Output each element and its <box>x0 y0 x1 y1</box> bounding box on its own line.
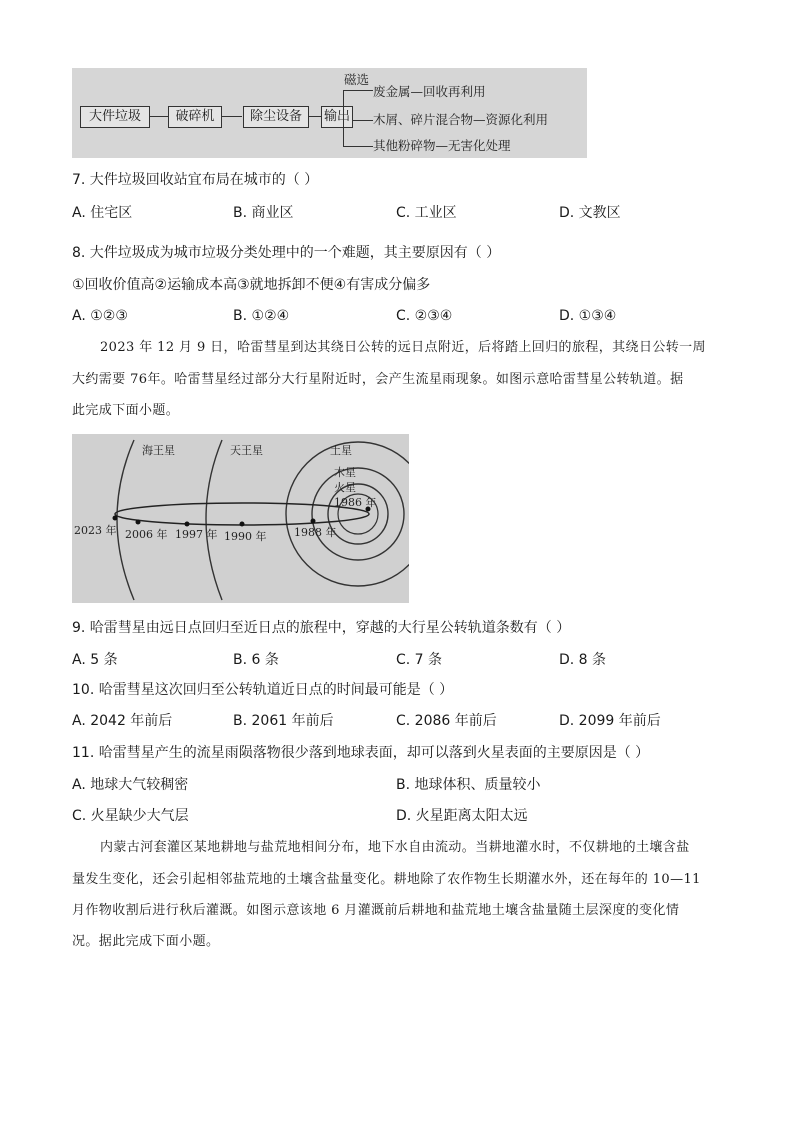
q7-option-a[interactable]: A. 住宅区 <box>72 205 133 221</box>
waste-processing-flowchart <box>72 68 587 158</box>
q10-option-d[interactable]: D. 2099 年前后 <box>559 713 661 729</box>
label-1986: 1986 年 <box>334 496 377 509</box>
q11-option-b[interactable]: B. 地球体积、质量较小 <box>396 777 541 793</box>
jupiter-orbit <box>312 468 404 560</box>
question-8: 8. 大件垃圾成为城市垃圾分类处理中的一个难题，其主要原因有（ ） <box>72 245 501 261</box>
q11-option-c[interactable]: C. 火星缺少大气层 <box>72 808 189 824</box>
label-2006: 2006 年 <box>125 528 168 541</box>
q7-option-d[interactable]: D. 文教区 <box>559 205 621 221</box>
question-7: 7. 大件垃圾回收站宜布局在城市的（ ） <box>72 172 319 188</box>
output-scrap-metal: 废金属—回收再利用 <box>373 84 486 99</box>
q8-option-b[interactable]: B. ①②④ <box>233 308 290 324</box>
label-1988: 1988 年 <box>294 526 337 539</box>
point-2006 <box>136 520 141 525</box>
passage-halley-line-3: 此完成下面小题。 <box>72 403 180 418</box>
flow-branch-top <box>343 90 373 91</box>
flow-box-crusher: 破碎机 <box>168 106 222 128</box>
label-neptune: 海王星 <box>142 444 175 457</box>
label-mars: 火星 <box>334 481 356 494</box>
q11-option-a[interactable]: A. 地球大气较稠密 <box>72 777 189 793</box>
point-2023 <box>113 516 118 521</box>
passage-hetao-line-3: 月作物收割后进行秋后灌溉。如图示意该地 6 月灌溉前后耕地和盐荒地土壤含盐量随土层深度的变化情 <box>72 903 680 918</box>
flow-arrow <box>150 116 168 117</box>
passage-hetao-line-2: 量发生变化，还会引起相邻盐荒地的土壤含盐量变化。耕地除了农作物生长期灌水外，还在每年的 10—11 <box>72 872 701 887</box>
flow-branch-mid <box>353 120 373 121</box>
flow-box-dust-removal: 除尘设备 <box>243 106 309 128</box>
flow-box-output: 输出 <box>321 106 353 128</box>
q8-option-a[interactable]: A. ①②③ <box>72 308 128 324</box>
q7-option-c[interactable]: C. 工业区 <box>396 205 457 221</box>
point-1990 <box>240 522 245 527</box>
uranus-orbit <box>206 440 222 600</box>
passage-halley-line-2: 大约需要 76年。哈雷彗星经过部分大行星附近时，会产生流星雨现象。如图示意哈雷彗星公转轨道。据 <box>72 372 684 387</box>
flow-branch-line <box>343 90 344 146</box>
halley-orbit-diagram <box>72 434 409 603</box>
label-1997: 1997 年 <box>175 528 218 541</box>
question-11: 11. 哈雷彗星产生的流星雨陨落物很少落到地球表面，却可以落到火星表面的主要原因是（ ） <box>72 745 650 761</box>
passage-hetao-line-4: 况。据此完成下面小题。 <box>72 934 220 949</box>
question-10: 10. 哈雷彗星这次回归至公转轨道近日点的时间最可能是（ ） <box>72 682 454 698</box>
q9-option-c[interactable]: C. 7 条 <box>396 652 443 668</box>
q8-option-c[interactable]: C. ②③④ <box>396 308 453 324</box>
label-uranus: 天王星 <box>230 444 263 457</box>
flow-branch-bottom <box>343 146 373 147</box>
question-9: 9. 哈雷彗星由远日点回归至近日点的旅程中，穿越的大行星公转轨道条数有（ ） <box>72 620 571 636</box>
label-jupiter: 木星 <box>334 466 356 479</box>
label-saturn: 土星 <box>330 444 352 457</box>
question-8-items: ①回收价值高②运输成本高③就地拆卸不便④有害成分偏多 <box>72 277 431 293</box>
flow-arrow <box>222 116 242 117</box>
flow-box-bulky-waste: 大件垃圾 <box>80 106 150 128</box>
point-1997 <box>185 522 190 527</box>
q10-option-b[interactable]: B. 2061 年前后 <box>233 713 334 729</box>
magnetic-separation-label: 磁选 <box>344 72 370 87</box>
q10-option-a[interactable]: A. 2042 年前后 <box>72 713 173 729</box>
passage-halley-line-1: 2023 年 12 月 9 日，哈雷彗星到达其绕日公转的远日点附近，后将踏上回归的旅程，其绕日公转一周 <box>100 340 706 355</box>
q9-option-a[interactable]: A. 5 条 <box>72 652 118 668</box>
label-1990: 1990 年 <box>224 530 267 543</box>
q7-option-b[interactable]: B. 商业区 <box>233 205 294 221</box>
q9-option-d[interactable]: D. 8 条 <box>559 652 607 668</box>
label-2023: 2023 年 <box>74 524 117 537</box>
q10-option-c[interactable]: C. 2086 年前后 <box>396 713 497 729</box>
point-1988 <box>311 519 316 524</box>
q8-option-d[interactable]: D. ①③④ <box>559 308 617 324</box>
q11-option-d[interactable]: D. 火星距离太阳太远 <box>396 808 528 824</box>
passage-hetao-line-1: 内蒙古河套灌区某地耕地与盐荒地相间分布，地下水自由流动。当耕地灌水时，不仅耕地的土壤含盐 <box>100 840 690 855</box>
q9-option-b[interactable]: B. 6 条 <box>233 652 279 668</box>
flow-arrow <box>309 116 321 117</box>
saturn-orbit <box>286 442 409 586</box>
output-other-crushed: 其他粉碎物—无害化处理 <box>373 138 511 153</box>
output-wood-mixture: 木屑、碎片混合物—资源化利用 <box>373 112 549 127</box>
